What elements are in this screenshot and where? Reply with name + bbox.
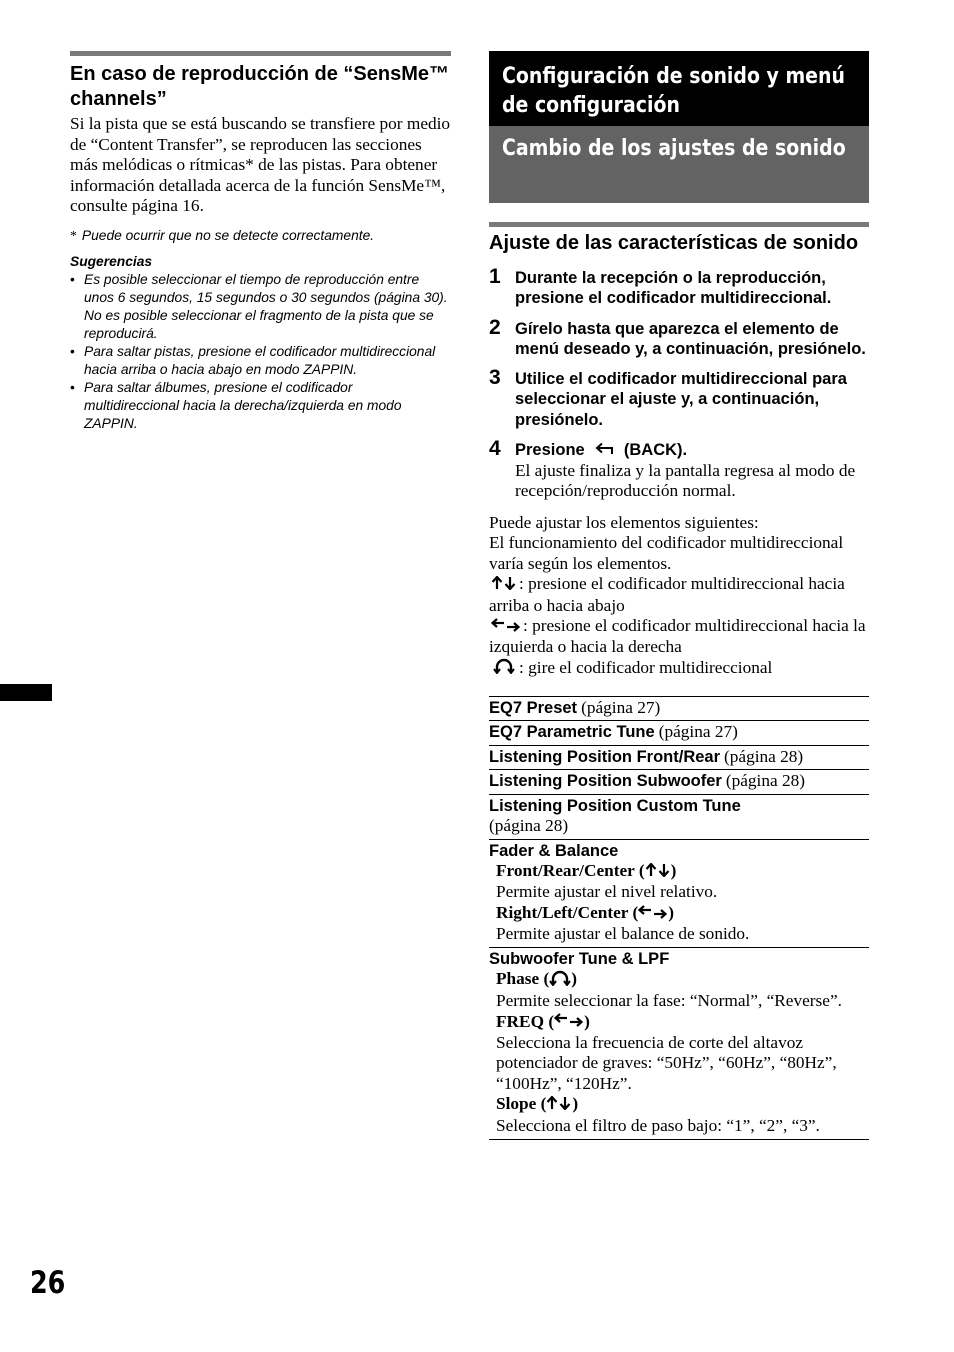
list-item: • Para saltar pistas, presione el codificador multidireccional hacia arriba o hacia abajo en modo ZAPPIN.	[70, 343, 436, 377]
subheading: Ajuste de las características de sonido	[489, 232, 859, 254]
table-row: Listening Position Front/Rear (página 28)	[489, 745, 869, 770]
side-tab	[0, 684, 52, 701]
rotate-dial-icon	[493, 658, 515, 680]
right-column	[489, 51, 869, 1140]
rotate-dial-icon	[549, 970, 571, 992]
up-down-arrow-icon	[645, 862, 671, 883]
left-right-arrow-icon	[554, 1012, 584, 1033]
left-right-arrow-icon	[491, 617, 521, 638]
step-2: 2 Gírelo hasta que aparezca el elemento de menú deseado y, a continuación, presiónelo.	[489, 315, 866, 358]
section-divider	[489, 222, 869, 227]
footnote-mark: *	[70, 227, 77, 243]
back-icon	[595, 441, 615, 461]
table-row: Fader & Balance Front/Rear/Center ( ) Permite ajustar el nivel relativo. Right/Left/Center ( ) Permite ajustar el balance de sonido.	[489, 839, 869, 947]
step-4: 4 Presione (BACK). El ajuste finaliza y la pantalla regresa al modo de recepción/reproducción normal.	[489, 437, 856, 501]
footnote-text: Puede ocurrir que no se detecte correctamente.	[81, 227, 375, 243]
tips-list	[70, 271, 451, 433]
page-number: 26	[30, 1265, 66, 1301]
chapter-header: Configuración de sonido y menú de configuración	[489, 51, 869, 126]
list-item: • Para saltar álbumes, presione el codificador multidireccional hacia la derecha/izquierda en modo ZAPPIN.	[70, 379, 402, 431]
up-down-arrow-icon	[546, 1095, 572, 1116]
tips-title: Sugerencias	[70, 253, 153, 269]
table-row: Listening Position Custom Tune (página 28)	[489, 794, 869, 839]
legend-updown: : presione el codificador multidireccional hacia arriba o hacia abajo	[489, 574, 845, 615]
table-row: EQ7 Parametric Tune (página 27)	[489, 721, 869, 746]
left-column	[70, 51, 451, 433]
table-row: Listening Position Subwoofer (página 28)	[489, 770, 869, 795]
legend-leftright: : presione el codificador multidireccional hacia la izquierda o hacia la derecha	[489, 616, 866, 657]
settings-table	[489, 696, 869, 1140]
list-item: • Es posible seleccionar el tiempo de reproducción entre unos 6 segundos, 15 segundos o 30 segundos (página 30). No es posible seleccionar el fragmento de la pista que se reproducirá.	[70, 271, 448, 341]
step-1: 1 Durante la recepción o la reproducción, presione el codificador multidireccional.	[489, 265, 832, 308]
legend-rotate: : gire el codificador multidireccional	[489, 658, 869, 680]
section-divider	[70, 51, 451, 56]
left-right-arrow-icon	[638, 904, 668, 925]
intro: Puede ajustar los elementos siguientes: El funcionamiento del codificador multidireccional varía según los elementos. : presione el codificador multidireccional hacia arriba o hacia abajo : presione el codificador multidireccional hacia la izquierda o hacia la derecha : gire el codificador multidireccional	[489, 513, 869, 680]
step-3: 3 Utilice el codificador multidireccional para seleccionar el ajuste y, a continuación, presiónelo.	[489, 366, 847, 429]
footnote	[70, 227, 451, 245]
table-row: Subwoofer Tune & LPF Phase ( ) Permite seleccionar la fase: “Normal”, “Reverse”. FREQ ( ) Selecciona la frecuencia de corte del altavoz potenciador de graves: “50Hz”, “60Hz”, “80Hz”, “100Hz”, “120Hz”. Slope ( ) Selecciona el filtro de paso bajo: “1”, “2”, “3”.	[489, 947, 869, 1139]
up-down-arrow-icon	[491, 575, 517, 596]
section-header: Cambio de los ajustes de sonido	[489, 126, 869, 203]
table-row: EQ7 Preset (página 27)	[489, 696, 869, 721]
sensme-paragraph: Si la pista que se está buscando se transfiere por medio de “Content Transfer”, se reproducen las secciones más melódicas o rítmicas* de las pistas. Para obtener información detallada acerca de la función SensMe™, consulte página 16.	[70, 114, 451, 215]
sensme-heading: En caso de reproducción de “SensMe™ channels”	[70, 63, 449, 110]
